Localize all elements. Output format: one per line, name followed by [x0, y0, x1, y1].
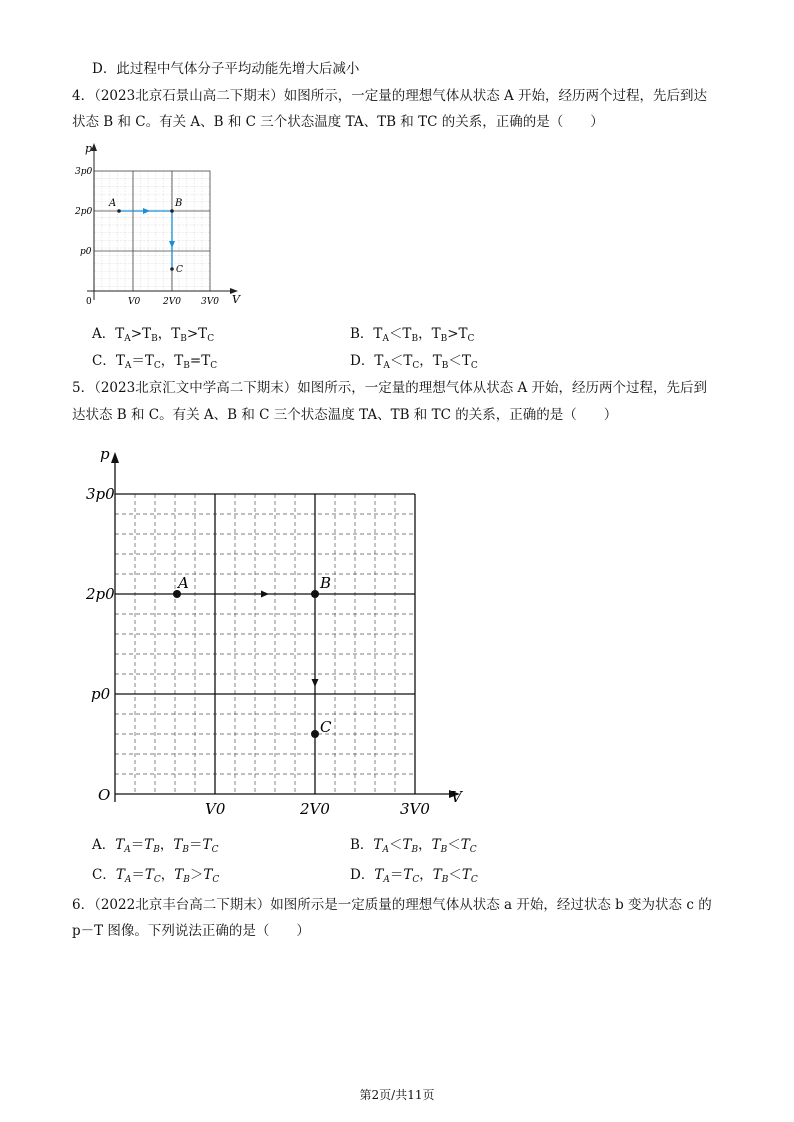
q4-label-b: B [175, 198, 183, 209]
q5-option-d[interactable]: D．$T_A=T_C$，$T_B<T_C$ [350, 867, 478, 885]
q5-major-grid [115, 494, 415, 794]
q5-source: （2023北京汇文中学高二下期末） [94, 380, 298, 396]
q5-stem-text1: 如图所示，一定量的理想气体从状态 A 开始，经历两个过程，先后到 [297, 380, 708, 396]
q6-number: 6． [72, 897, 95, 913]
q4-option-b[interactable]: B．$T_A<T_B$，$T_B>T_C$ [350, 326, 475, 344]
q5-label-c: C [320, 718, 332, 736]
q4-source: （2023北京石景山高二下期末） [94, 88, 284, 104]
q5-xtick-1: V0 [205, 800, 226, 818]
q6-stem-text1: 如图所示是一定质量的理想气体从状态 a 开始，经过状态 b 变为状态 c 的 [270, 897, 712, 913]
q4-ytick-1: p0 [80, 247, 92, 257]
q4-x-label: V [232, 293, 240, 306]
q5-fine-grid [115, 494, 413, 794]
q4-y-label: p [85, 142, 93, 155]
q5-label-b: B [320, 574, 332, 592]
q4-point-a [117, 209, 121, 213]
q5-number: 5． [72, 380, 95, 396]
q5-origin: O [98, 786, 111, 804]
q4-label-a: A [109, 198, 117, 209]
q4-pv-graph [72, 140, 252, 310]
q5-xtick-3: 3V0 [400, 800, 430, 818]
q4-number: 4． [72, 88, 95, 104]
q4-ytick-3: 3p0 [75, 167, 93, 177]
q5-stem-line2: 达状态 B 和 C。有关 A、B 和 C 三个状态温度 TA、TB 和 TC 的关系，正确的是（ ） [72, 407, 618, 423]
q5-point-c [311, 730, 319, 738]
q6-stem-line1 [72, 896, 712, 914]
q4-point-b [170, 209, 174, 213]
q4-option-d[interactable]: D．$T_A<T_C$，$T_B<T_C$ [350, 353, 478, 371]
q5-arrow-ab [261, 591, 269, 598]
q4-option-c[interactable]: C．$T_A=T_C$，$T_B=T_C$ [92, 353, 218, 371]
q5-xtick-2: 2V0 [300, 800, 330, 818]
q5-y-label: p [100, 445, 110, 463]
q5-x-label: V [451, 788, 462, 806]
q4-stem-text1: 如图所示，一定量的理想气体从状态 A 开始，经历两个过程，先后到达 [283, 88, 708, 104]
q5-label-a: A [178, 574, 189, 592]
prev-option-d: D．此过程中气体分子平均动能先增大后减小 [92, 61, 360, 77]
page-footer: 第2页/共11页 [359, 1088, 435, 1102]
q5-arrow-bc [312, 679, 319, 687]
q6-source: （2022北京丰台高二下期末） [94, 897, 271, 913]
q5-option-a[interactable]: A．$T_A=T_B$，$T_B=T_C$ [92, 837, 219, 855]
q4-stem-line1 [72, 87, 707, 105]
q4-option-a[interactable]: A．$T_A>T_B$，$T_B>T_C$ [92, 326, 215, 344]
q4-xtick-2: 2V0 [163, 297, 181, 307]
q5-y-arrow [111, 452, 119, 463]
q5-point-b [311, 590, 319, 598]
q4-xtick-3: 3V0 [201, 297, 219, 307]
q5-ytick-1: p0 [91, 685, 111, 703]
q4-xtick-1: V0 [128, 297, 141, 307]
q4-label-c: C [176, 265, 183, 275]
q5-pv-graph [80, 442, 480, 822]
q4-stem-line2: 状态 B 和 C。有关 A、B 和 C 三个状态温度 TA、TB 和 TC 的关系，正确的是（ ） [72, 114, 604, 130]
q4-ytick-2: 2p0 [75, 207, 93, 217]
q5-stem-line1 [72, 379, 707, 397]
q4-point-c [170, 267, 174, 271]
q5-ytick-2: 2p0 [86, 585, 115, 603]
q4-fine-grid [94, 171, 210, 291]
q5-ytick-3: 3p0 [86, 485, 115, 503]
q5-option-c[interactable]: C．$T_A=T_C$，$T_B>T_C$ [92, 867, 220, 885]
q4-origin: 0 [86, 297, 92, 307]
q6-stem-line2: p－T 图像。下列说法正确的是（ ） [72, 923, 310, 939]
q5-option-b[interactable]: B．$T_A<T_B$，$T_B<T_C$ [350, 837, 477, 855]
